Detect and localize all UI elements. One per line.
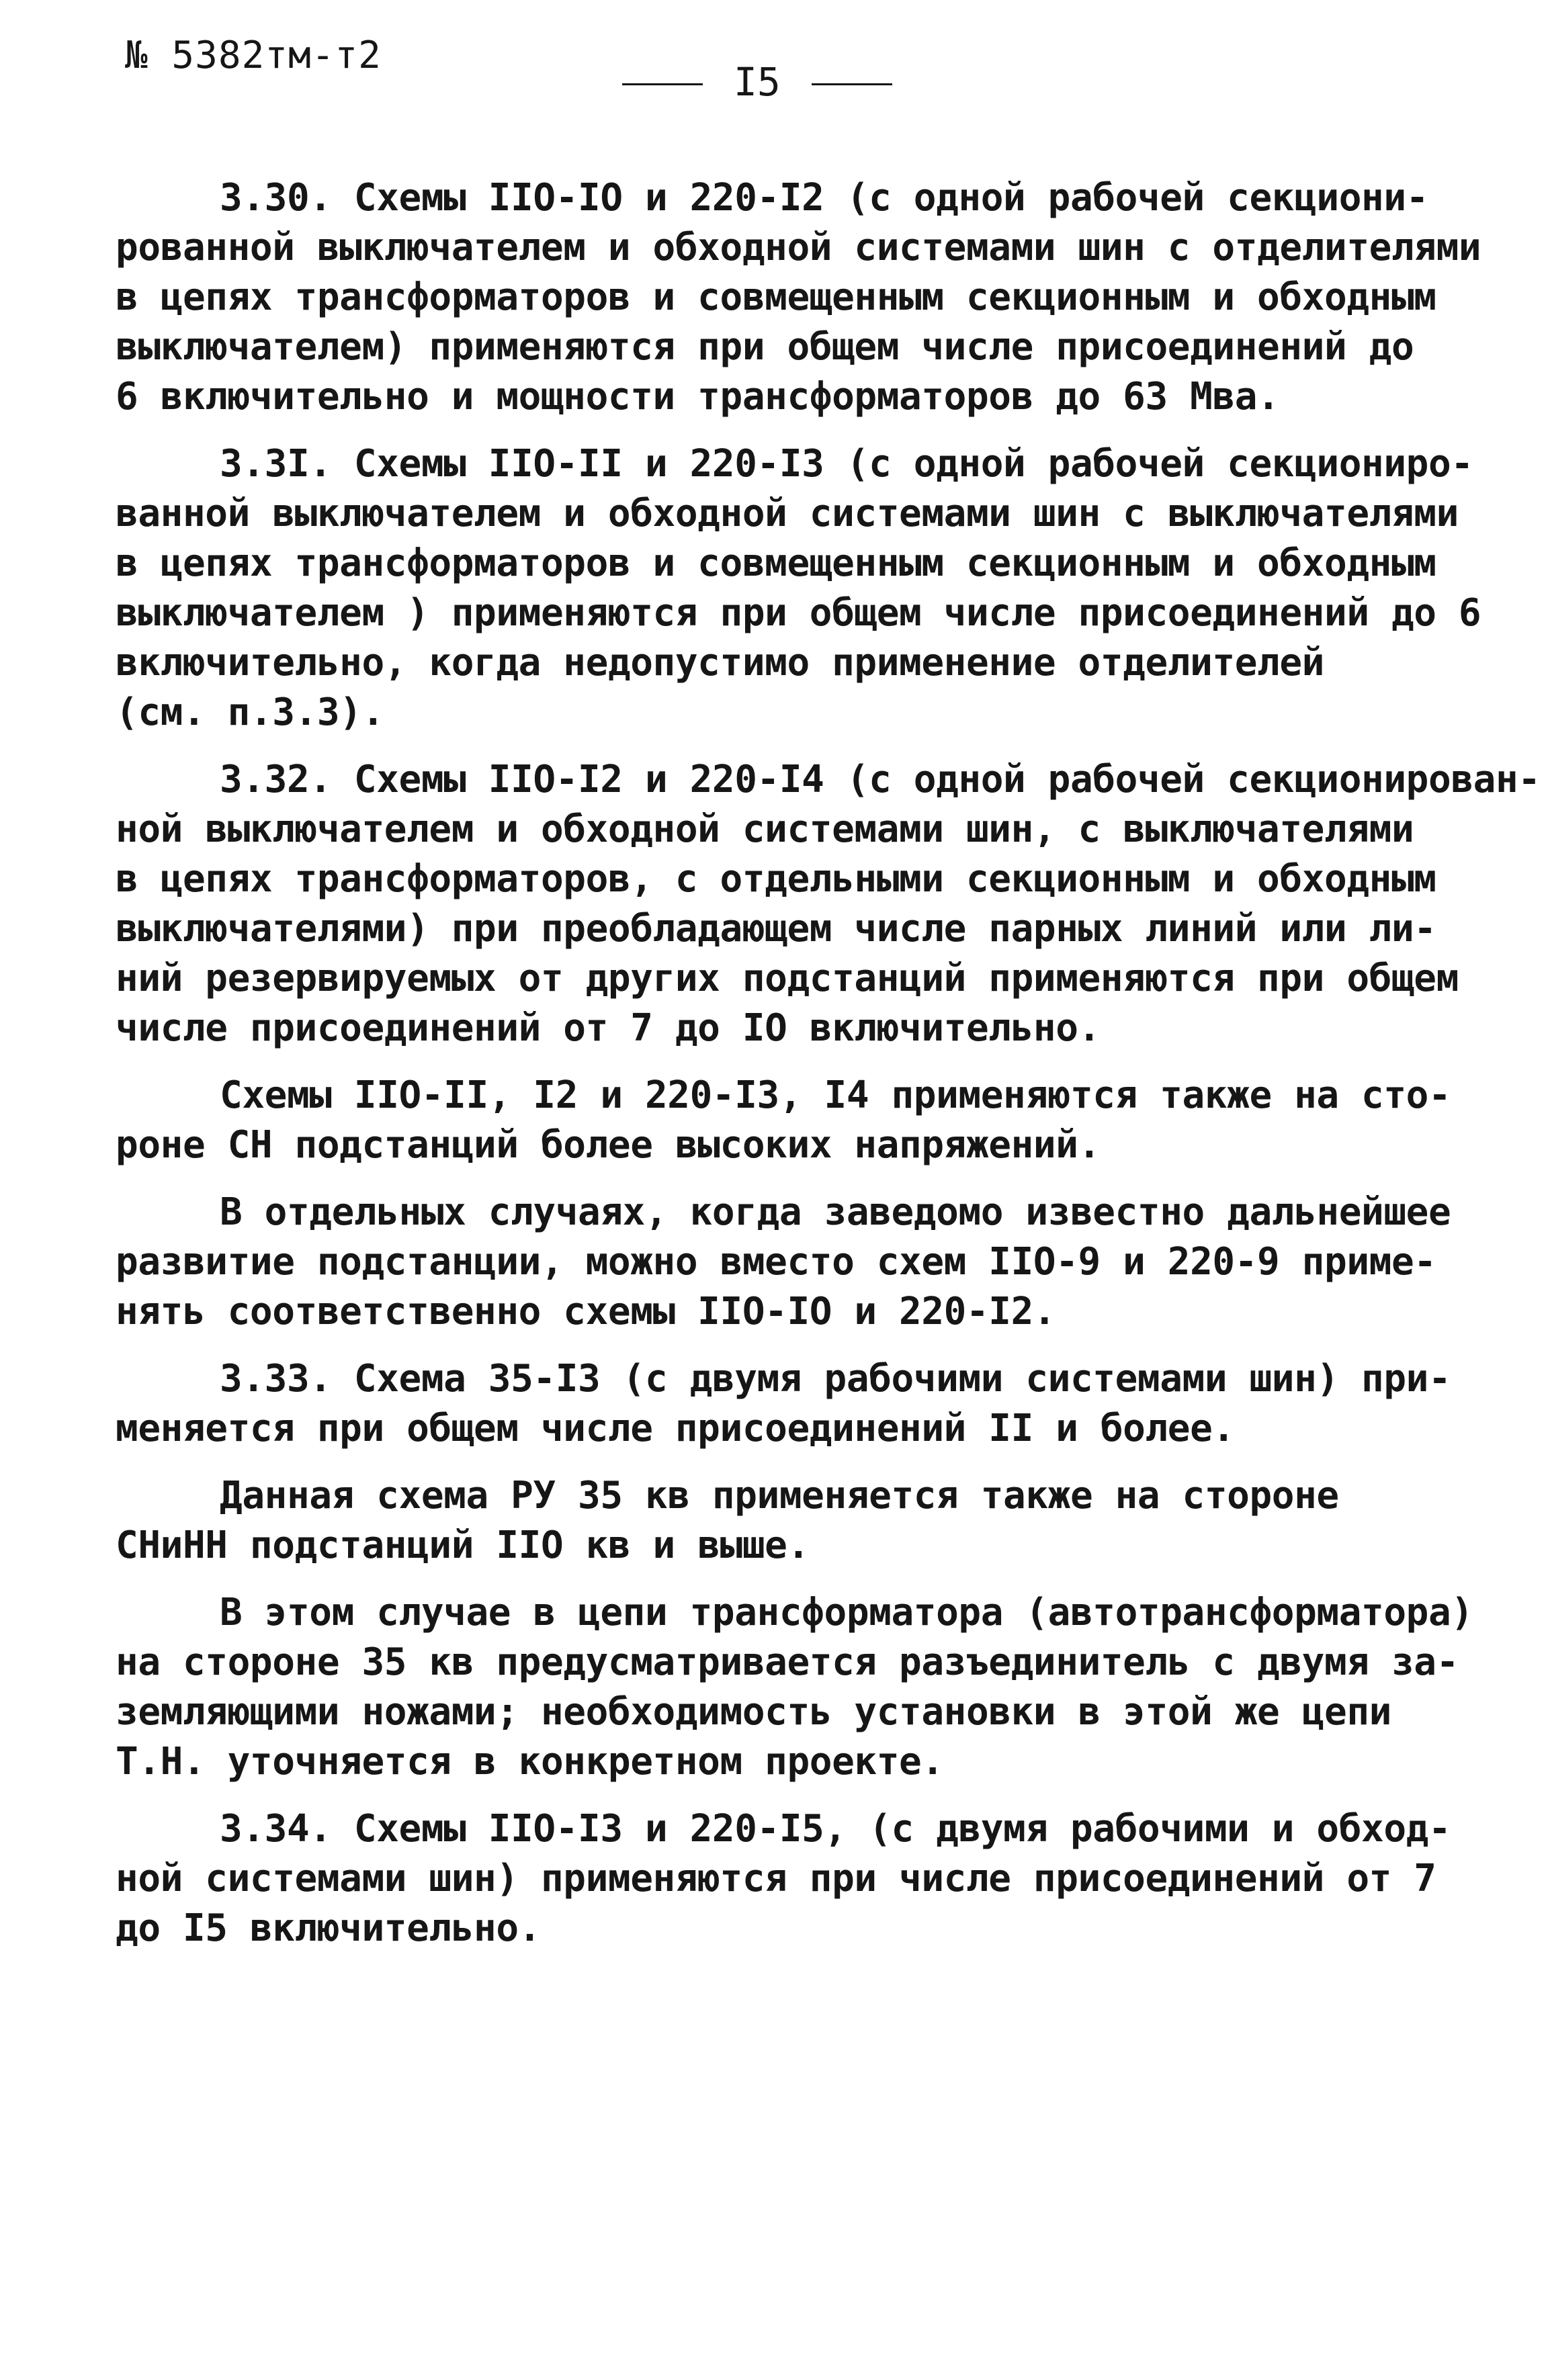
text-line: ной системами шин) применяются при числе присоединений от 7 xyxy=(116,1857,1436,1900)
text-line: Схемы IIО-II, I2 и 220-I3, I4 применяются также на сто- xyxy=(220,1073,1451,1117)
text-line: развитие подстанции, можно вместо схем IIО-9 и 220-9 приме- xyxy=(116,1240,1436,1284)
paragraph-special-cases xyxy=(116,1188,1451,1337)
text-line: 3.32. Схемы IIО-I2 и 220-I4 (с одной рабочей секционирован- xyxy=(220,758,1541,801)
page-number-header xyxy=(591,59,894,105)
text-line: 6 включительно и мощности трансформаторов до 63 Мва. xyxy=(116,375,1280,418)
right-dash xyxy=(812,83,892,85)
document-body xyxy=(116,173,1541,1971)
text-line: Т.Н. уточняется в конкретном проекте. xyxy=(116,1740,944,1783)
text-line: земляющими ножами; необходимость установки в этой же цепи xyxy=(116,1690,1391,1734)
text-line: 3.30. Схемы IIО-IО и 220-I2 (с одной рабочей секциони- xyxy=(220,176,1429,220)
text-line: нять соответственно схемы IIО-IО и 220-I2. xyxy=(116,1290,1056,1333)
text-line: выключателями) при преобладающем числе парных линий или ли- xyxy=(116,907,1436,951)
text-line: ний резервируемых от других подстанций применяются при общем xyxy=(116,957,1459,1000)
document-number: № 5382тм-т2 xyxy=(125,34,382,77)
text-line: В этом случае в цепи трансформатора (автотрансформатора) xyxy=(220,1591,1473,1634)
text-line: в цепях трансформаторов, с отдельными секционным и обходным xyxy=(116,857,1436,901)
text-line: Данная схема РУ 35 кв применяется также на стороне xyxy=(220,1474,1339,1517)
text-line: меняется при общем числе присоединений II и более. xyxy=(116,1407,1235,1450)
text-line: в цепях трансформаторов и совмещенным секционным и обходным xyxy=(116,275,1436,319)
paragraph-transformer-circuit xyxy=(116,1588,1473,1787)
text-line: до I5 включительно. xyxy=(116,1906,541,1950)
text-line: 3.34. Схемы IIО-I3 и 220-I5, (с двумя рабочими и обход- xyxy=(220,1807,1451,1851)
paragraph-3-31 xyxy=(116,439,1481,738)
text-line: ванной выключателем и обходной системами шин с выключателями xyxy=(116,492,1459,535)
paragraph-ru-35 xyxy=(116,1471,1446,1571)
text-line: 3.3I. Схемы IIО-II и 220-I3 (с одной рабочей секциониро- xyxy=(220,442,1473,486)
page-number: I5 xyxy=(734,59,781,105)
text-line: роне СН подстанций более высоких напряжений. xyxy=(116,1123,1101,1167)
paragraph-3-33 xyxy=(116,1354,1451,1454)
text-line: ной выключателем и обходной системами шин, с выключателями xyxy=(116,807,1414,851)
text-line: рованной выключателем и обходной системами шин с отделителями xyxy=(116,226,1481,269)
text-line: СНиНН подстанций IIО кв и выше. xyxy=(116,1524,810,1567)
text-line: 3.33. Схема 35-I3 (с двумя рабочими системами шин) при- xyxy=(220,1357,1451,1401)
paragraph-3-34 xyxy=(116,1804,1451,1953)
paragraph-3-32 xyxy=(116,755,1541,1053)
text-line: на стороне 35 кв предусматривается разъединитель с двумя за- xyxy=(116,1640,1459,1684)
text-line: числе присоединений от 7 до IО включительно. xyxy=(116,1006,1101,1050)
text-line: В отдельных случаях, когда заведомо известно дальнейшее xyxy=(220,1190,1451,1234)
left-dash xyxy=(622,83,703,85)
text-line: (см. п.3.3). xyxy=(116,691,384,734)
text-line: выключателем ) применяются при общем числе присоединений до 6 xyxy=(116,591,1481,635)
text-line: в цепях трансформаторов и совмещенным секционным и обходным xyxy=(116,541,1436,585)
text-line: включительно, когда недопустимо применение отделителей xyxy=(116,641,1325,685)
text-line: выключателем) применяются при общем числе присоединений до xyxy=(116,325,1414,369)
paragraph-schemes-also xyxy=(116,1071,1451,1170)
paragraph-3-30 xyxy=(116,173,1481,422)
